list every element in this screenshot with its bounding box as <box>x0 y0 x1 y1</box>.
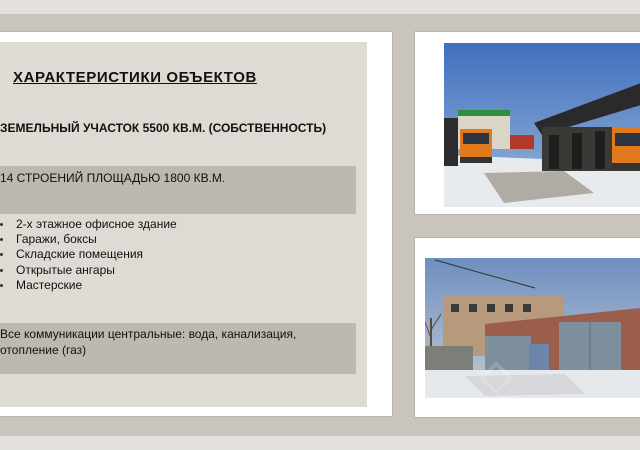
bottom-strip <box>0 436 640 450</box>
bullet-icon <box>0 269 3 272</box>
feature-item <box>0 232 177 247</box>
photo-trucks-hangar <box>444 43 640 207</box>
slide-title: ХАРАКТЕРИСТИКИ ОБЪЕКТОВ <box>13 69 257 86</box>
communications-line: отопление (газ) <box>0 343 87 357</box>
top-strip <box>0 0 640 14</box>
feature-item <box>0 263 177 278</box>
feature-item <box>0 247 177 262</box>
bullet-icon <box>0 238 3 241</box>
feature-item <box>0 278 177 293</box>
communications-text <box>0 326 296 358</box>
bullet-icon <box>0 253 3 256</box>
features-list <box>0 217 177 293</box>
communications-line: Все коммуникации центральные: вода, канализация, <box>0 327 297 341</box>
feature-label: Складские помещения <box>16 247 144 262</box>
feature-label: Мастерские <box>16 277 83 292</box>
feature-item <box>0 217 177 232</box>
land-plot-text: ЗЕМЕЛЬНЫЙ УЧАСТОК 5500 КВ.М. (СОБСТВЕННОСТЬ) <box>0 121 327 135</box>
feature-label: Открытые ангары <box>16 262 115 277</box>
buildings-text: 14 СТРОЕНИЙ ПЛОЩАДЬЮ 1800 КВ.М. <box>0 171 226 185</box>
photo-frame-garages <box>414 237 640 418</box>
feature-label: 2-х этажное офисное здание <box>16 217 177 231</box>
feature-label: Гаражи, боксы <box>16 232 97 247</box>
photo-brick-garages <box>425 258 640 398</box>
bullet-icon <box>0 223 3 226</box>
photo-frame-hangar <box>414 31 640 215</box>
bullet-icon <box>0 284 3 287</box>
